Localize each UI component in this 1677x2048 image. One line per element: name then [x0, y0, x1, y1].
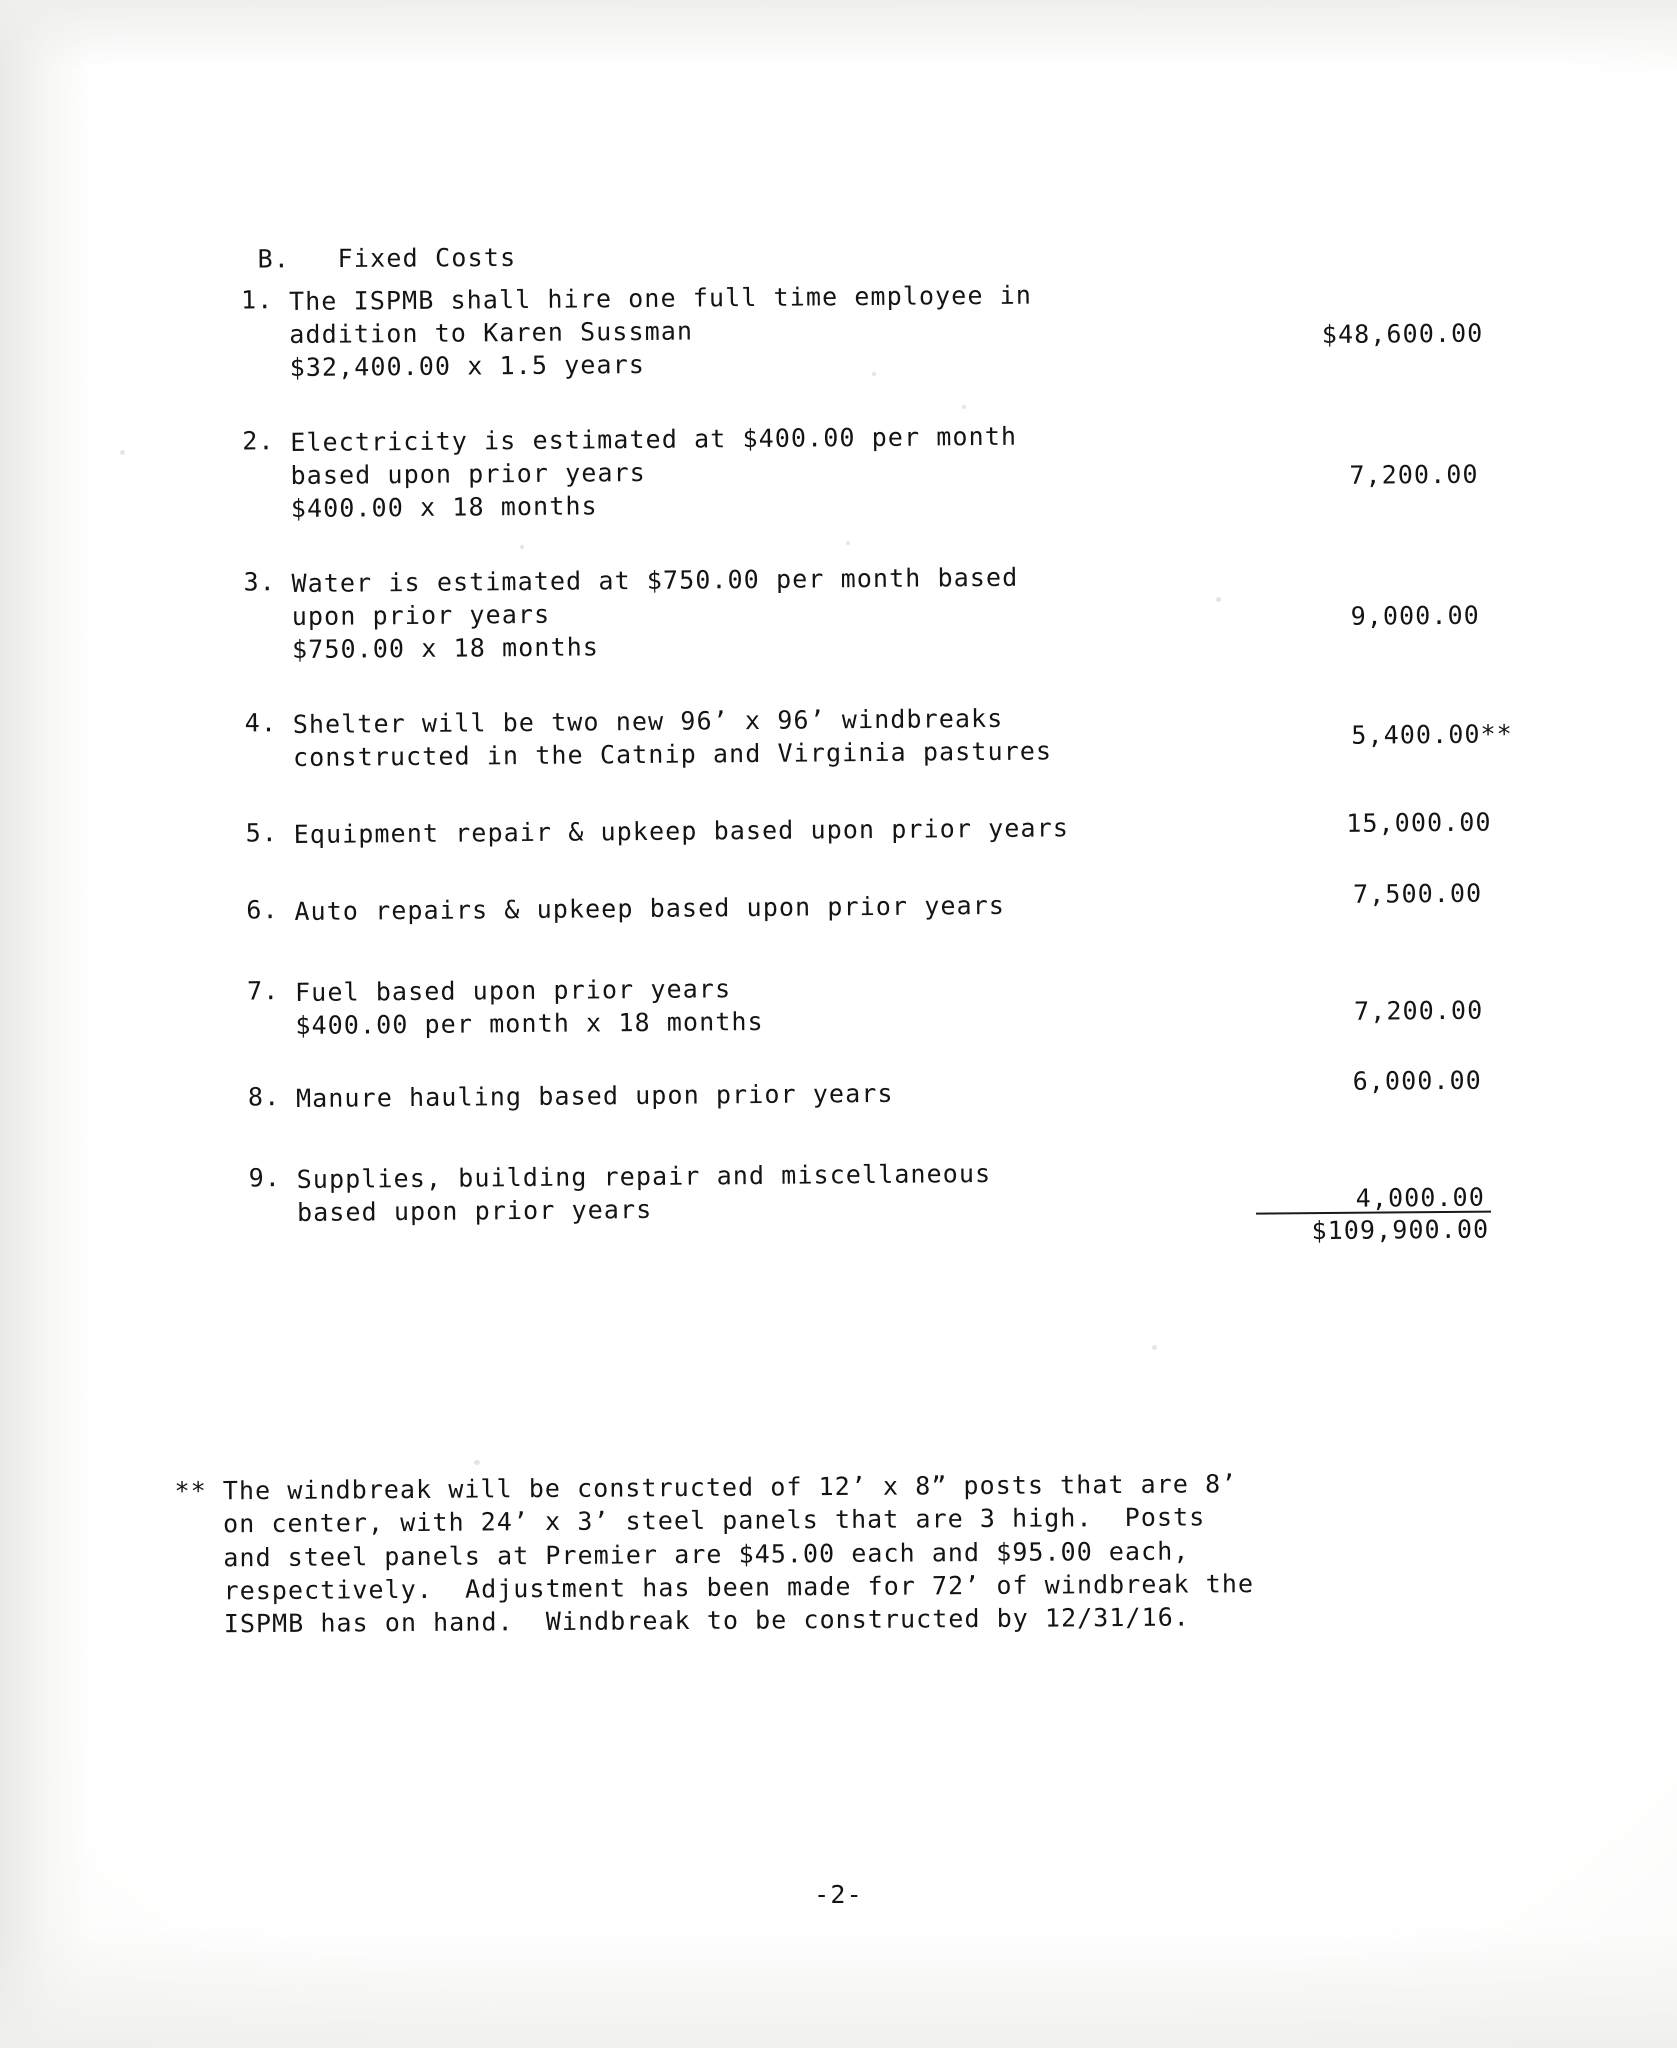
list-item — [247, 1065, 1498, 1116]
list-item — [248, 1153, 1500, 1246]
item-amount: 4,000.00 — [1355, 1182, 1486, 1213]
item-number: 5. — [245, 818, 279, 848]
item-number: 8. — [247, 1082, 281, 1112]
item-description: The ISPMB shall hire one full time employee in addition to Karen Sussman $32,400.00 x 1.5 years — [288, 280, 1033, 383]
item-amount: 6,000.00 — [1352, 1065, 1483, 1096]
item-description: Equipment repair & upkeep based upon prior years — [293, 813, 1070, 850]
item-amount: 9,000.00 — [1350, 600, 1480, 631]
list-item — [243, 557, 1494, 667]
item-description: Shelter will be two new 96’ x 96’ windbreaks constructed in the Catnip and Virginia pastures — [292, 703, 1053, 773]
item-amount: $48,600.00 — [1321, 318, 1484, 350]
page-number: -2- — [814, 1880, 863, 1909]
item-description: Fuel based upon prior years $400.00 per month x 18 months — [294, 974, 764, 1041]
item-amount: 7,200.00 — [1349, 459, 1479, 490]
section-letter: B. — [257, 244, 291, 274]
list-item — [246, 808, 1496, 852]
item-amount: 5,400.00** — [1351, 719, 1513, 750]
total-amount: $109,900.00 — [1311, 1214, 1490, 1246]
list-item — [242, 416, 1493, 526]
item-amount: 7,500.00 — [1352, 878, 1483, 909]
list-item — [244, 698, 1513, 775]
item-description: Manure hauling based upon prior years — [295, 1078, 894, 1114]
item-amount: 15,000.00 — [1346, 807, 1492, 838]
item-amount: 7,200.00 — [1353, 995, 1484, 1026]
list-item — [247, 966, 1498, 1043]
item-description: Supplies, building repair and miscellaneous based upon prior years — [296, 1158, 992, 1228]
item-number: 9. — [248, 1163, 282, 1193]
item-description: Water is estimated at $750.00 per month based upon prior years $750.00 x 18 months — [291, 562, 1019, 665]
list-item — [246, 878, 1496, 929]
item-number: 4. — [244, 708, 278, 738]
item-number: 7. — [246, 976, 280, 1006]
item-number: 1. — [240, 285, 274, 315]
list-item — [241, 275, 1492, 385]
section-title: Fixed Costs — [337, 242, 517, 274]
item-number: 6. — [246, 895, 279, 925]
item-number: 3. — [243, 567, 276, 597]
item-description: Auto repairs & upkeep based upon prior years — [294, 890, 1006, 927]
item-description: Electricity is estimated at $400.00 per month based upon prior years $400.00 x 18 months — [290, 421, 1018, 524]
item-number: 2. — [242, 426, 275, 456]
fixed-costs-list — [240, 275, 1513, 1246]
footnote: ** The windbreak will be constructed of 12’ x 8” posts that are 8’ on center, with 24’ x 3’ steel panels that are 3 high. Posts and steel panels at Premier are $45.00 each and $95.00 each, respectively. Adjustment has been made for 72’ of windbreak the ISPMB has on hand. Windbreak to be constructed by 12/31/16. — [174, 1469, 1255, 1639]
